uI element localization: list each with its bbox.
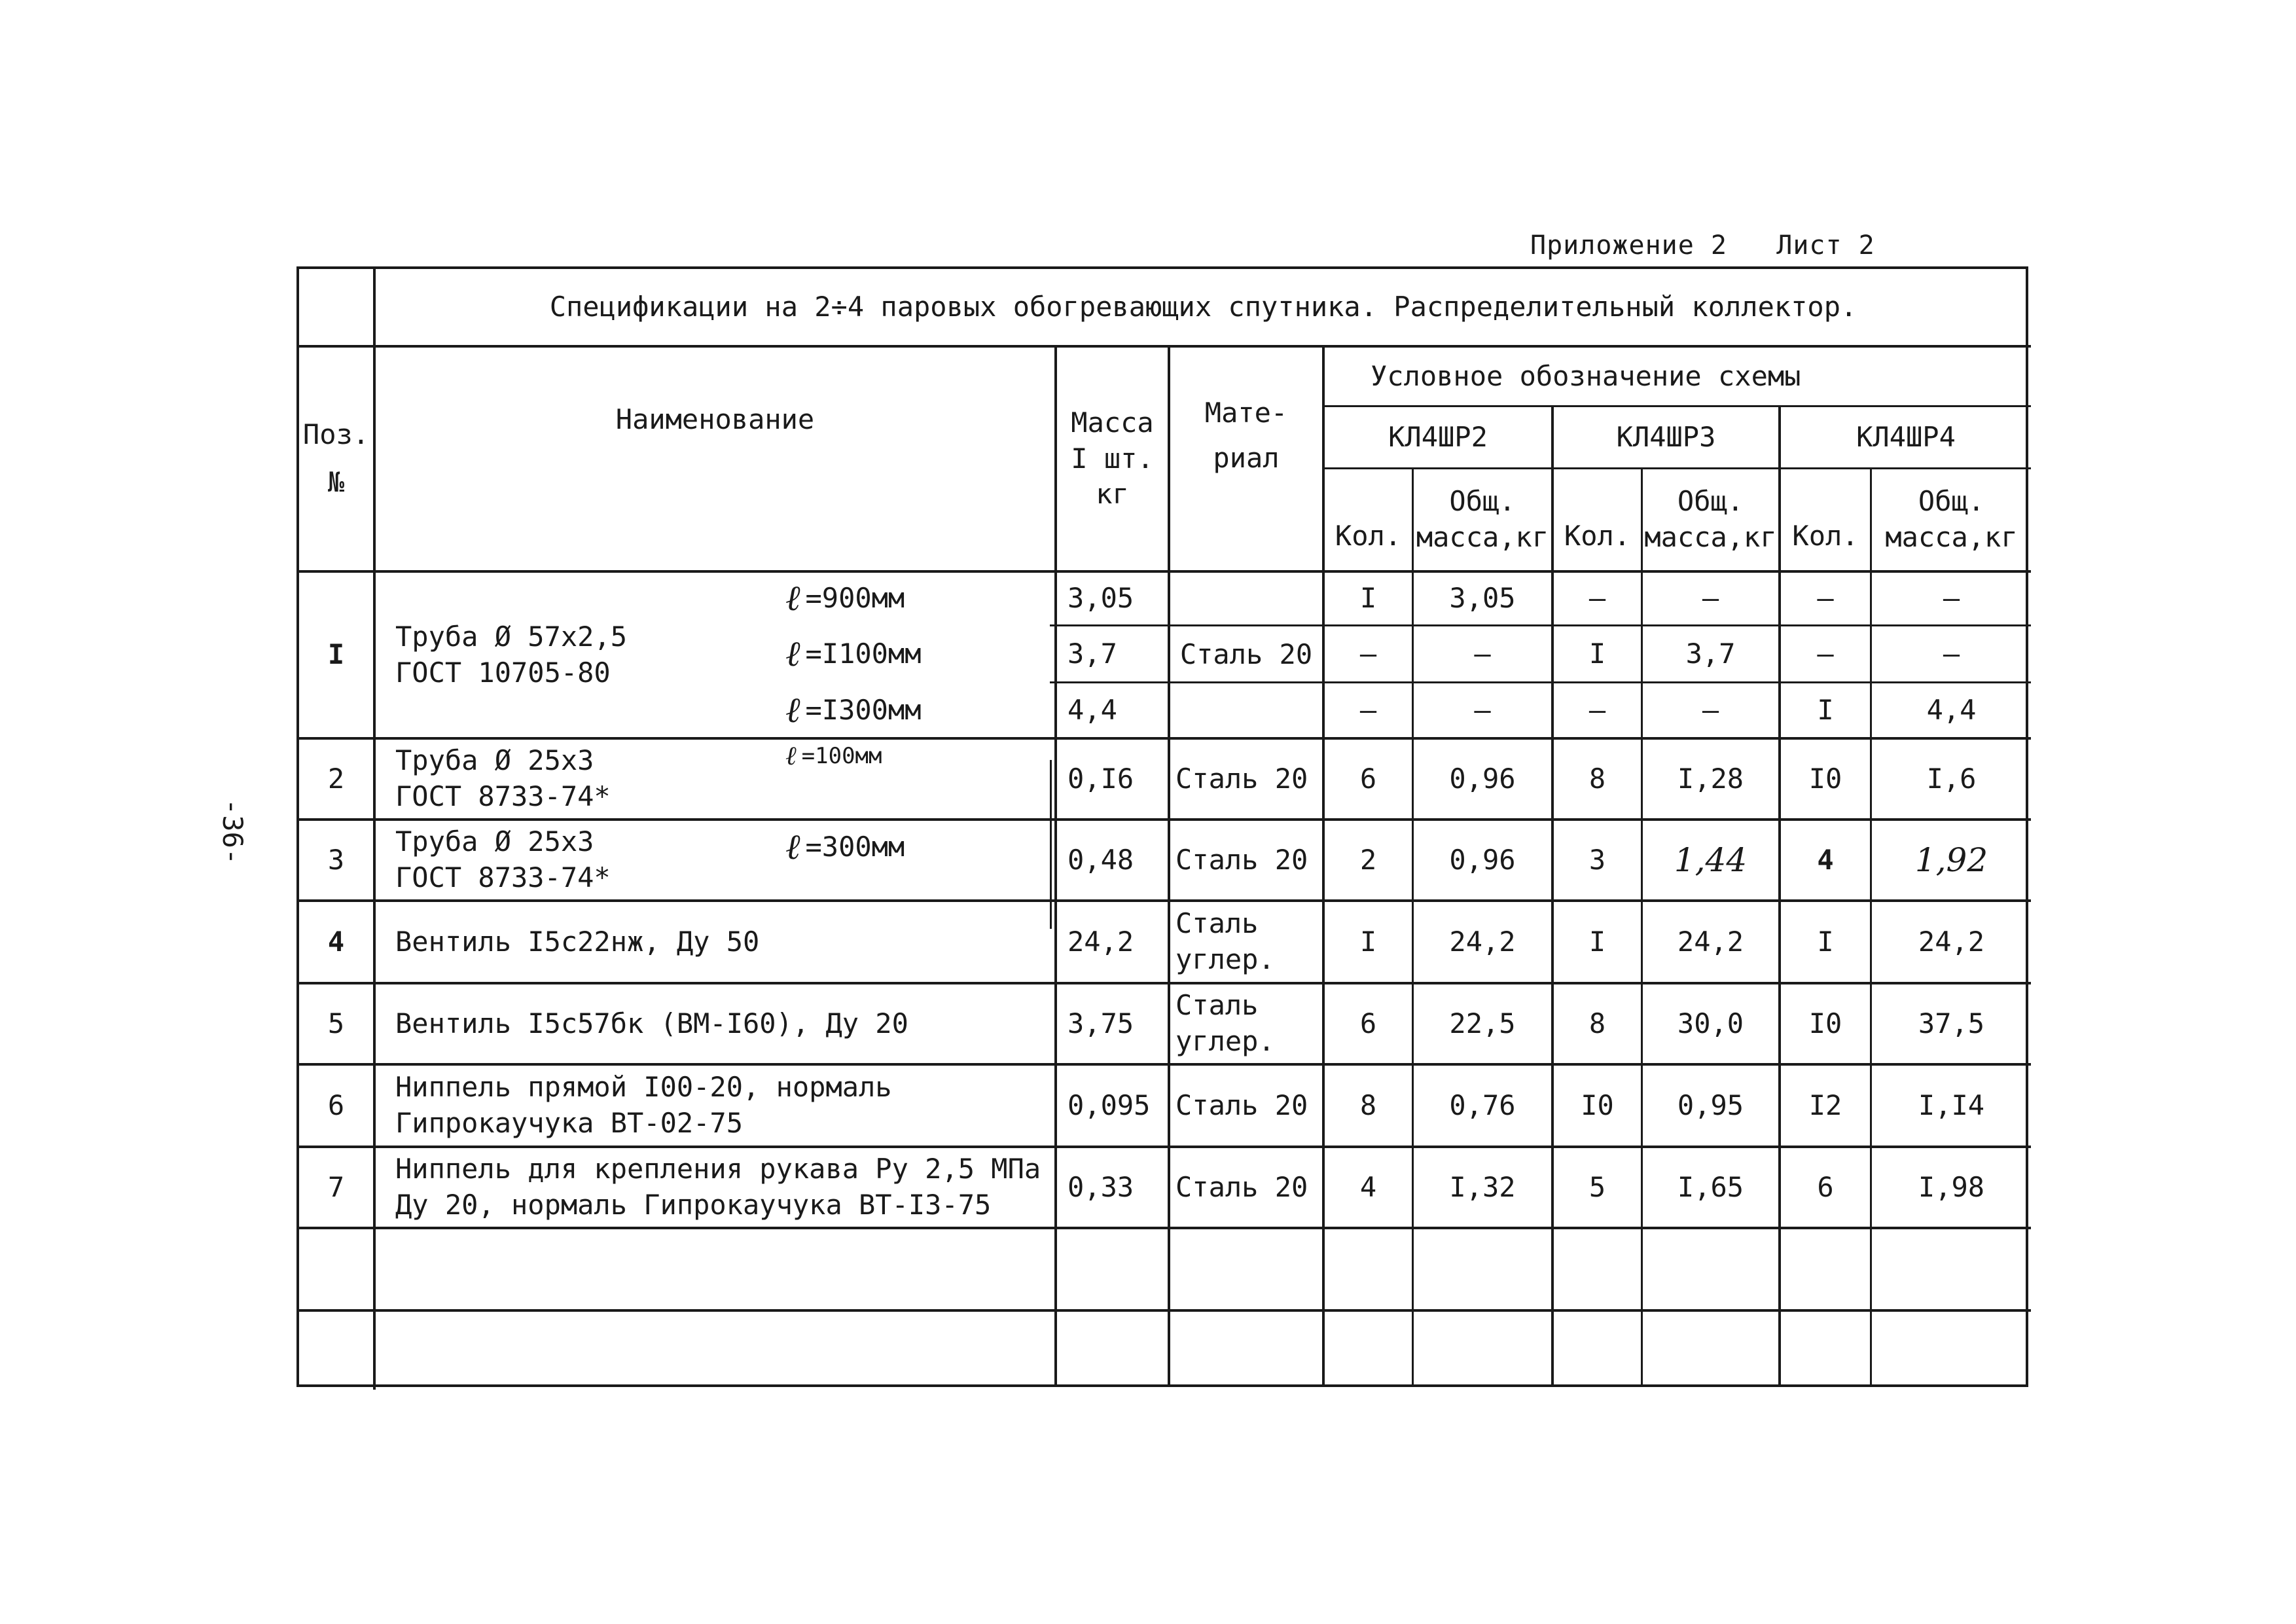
header-scheme: Условное обозначение схемы bbox=[1371, 359, 1801, 392]
row5-total-2: 30,0 bbox=[1677, 1007, 1744, 1039]
header-num-label: № bbox=[327, 466, 345, 498]
row1a-qty-1: I bbox=[1359, 582, 1377, 615]
row6-name bbox=[376, 1066, 1054, 1146]
row1b-total-3: – bbox=[1943, 637, 1960, 670]
row6-total-1: 0,76 bbox=[1449, 1089, 1516, 1121]
header-total-1 bbox=[1414, 469, 1551, 570]
row1-name-line2: ГОСТ 10705-80 bbox=[395, 656, 611, 689]
row5-qty-1: 6 bbox=[1359, 1007, 1377, 1039]
header-mass-line1: Масса bbox=[1071, 406, 1154, 439]
header-pos-label: Поз. bbox=[302, 418, 370, 451]
row4-mass: 24,2 bbox=[1067, 925, 1134, 958]
row6-total-3: I,I4 bbox=[1918, 1089, 1985, 1121]
row2-total-1: 0,96 bbox=[1449, 762, 1516, 795]
annex-label: Приложение 2 bbox=[1530, 230, 1727, 261]
row2-qty-1: 6 bbox=[1359, 762, 1377, 795]
row4-total-1: 24,2 bbox=[1449, 925, 1516, 958]
header-pos bbox=[299, 348, 373, 570]
page-number: -36- bbox=[217, 799, 249, 865]
row1a-mass: 3,05 bbox=[1067, 582, 1134, 615]
header-total-1-line2: масса,кг bbox=[1416, 521, 1549, 553]
row1b-qty-2: I bbox=[1588, 637, 1606, 670]
row2-qty-3: I0 bbox=[1808, 762, 1842, 795]
row3-total-3: 1,92 bbox=[1914, 840, 1988, 879]
row6-qty-3: I2 bbox=[1808, 1089, 1842, 1121]
annex-note bbox=[1530, 230, 1875, 261]
empty-row-8 bbox=[299, 1229, 2031, 1309]
row4-total-3: 24,2 bbox=[1918, 925, 1985, 958]
row6-name-line2: Гипрокаучука ВТ-02-75 bbox=[395, 1107, 744, 1139]
row4-name: Вентиль I5с22нж, Ду 50 bbox=[395, 925, 760, 958]
row5-total-1: 22,5 bbox=[1449, 1007, 1516, 1039]
row5-qty-3: I0 bbox=[1808, 1007, 1842, 1039]
length-symbol-icon: ℓ bbox=[785, 741, 797, 771]
header-qty-1: Кол. bbox=[1335, 519, 1402, 552]
row4-qty-2: I bbox=[1588, 925, 1606, 958]
row3-name-line2: ГОСТ 8733-74* bbox=[395, 861, 611, 893]
row2-name-line2: ГОСТ 8733-74* bbox=[395, 780, 611, 812]
row4-material-line1: Сталь bbox=[1175, 907, 1259, 940]
row2-qty-2: 8 bbox=[1588, 762, 1606, 795]
row7-total-2: I,65 bbox=[1677, 1170, 1744, 1203]
row4-pos: 4 bbox=[327, 925, 345, 958]
row3-name bbox=[376, 821, 742, 899]
row1-material: Сталь 20 bbox=[1179, 638, 1313, 671]
row1c-mass: 4,4 bbox=[1067, 693, 1117, 726]
row1c-length-cell bbox=[762, 683, 1050, 737]
header-scheme-3: КЛ4ШР4 bbox=[1856, 420, 1956, 453]
row5-mass: 3,75 bbox=[1067, 1007, 1134, 1039]
header-total-2-line1: Общ. bbox=[1677, 485, 1744, 518]
row1b-length-value: =I100мм bbox=[805, 637, 922, 670]
row7-qty-2: 5 bbox=[1588, 1170, 1606, 1203]
row3-length-cell bbox=[762, 821, 1050, 873]
length-symbol-icon: ℓ bbox=[785, 825, 800, 867]
row5-name: Вентиль I5с57бк (ВМ-I60), Ду 20 bbox=[395, 1007, 908, 1039]
row1b-length-cell bbox=[762, 626, 1050, 681]
empty-row-9 bbox=[299, 1312, 2031, 1387]
header-mass bbox=[1057, 348, 1168, 570]
row5-qty-2: 8 bbox=[1588, 1007, 1606, 1039]
header-material-line1: Мате- bbox=[1204, 397, 1288, 429]
row3-total-1: 0,96 bbox=[1449, 843, 1516, 876]
row1-pos: I bbox=[327, 638, 345, 671]
row2-length-value: =100мм bbox=[801, 742, 882, 769]
row2-mass: 0,I6 bbox=[1067, 762, 1134, 795]
row1c-length-value: =I300мм bbox=[805, 693, 922, 726]
length-symbol-icon: ℓ bbox=[785, 577, 800, 619]
row7-mass: 0,33 bbox=[1067, 1170, 1134, 1203]
header-total-2-line2: масса,кг bbox=[1644, 521, 1777, 553]
row7-material: Сталь 20 bbox=[1175, 1170, 1308, 1203]
header-total-2 bbox=[1643, 469, 1778, 570]
row6-material: Сталь 20 bbox=[1175, 1089, 1308, 1121]
row1c-total-3: 4,4 bbox=[1926, 693, 1977, 726]
row7-total-3: I,98 bbox=[1918, 1170, 1985, 1203]
header-total-3-line2: масса,кг bbox=[1885, 521, 2018, 553]
row5-material-line1: Сталь bbox=[1175, 989, 1259, 1022]
row1b-total-2: 3,7 bbox=[1685, 637, 1736, 670]
header-mass-line2: I шт. bbox=[1071, 442, 1154, 475]
row3-name-line1: Труба Ø 25х3 bbox=[395, 825, 594, 858]
row7-name-line2: Ду 20, нормаль Гипрокаучука ВТ-I3-75 bbox=[395, 1189, 992, 1221]
row1b-total-1: – bbox=[1474, 637, 1491, 670]
row6-qty-2: I0 bbox=[1581, 1089, 1614, 1121]
row4-qty-3: I bbox=[1817, 925, 1834, 958]
row2-material: Сталь 20 bbox=[1175, 762, 1308, 795]
row1a-total-2: – bbox=[1702, 582, 1719, 615]
row3-material: Сталь 20 bbox=[1175, 843, 1308, 876]
header-name: Наименование bbox=[615, 403, 815, 435]
row1a-qty-2: – bbox=[1588, 582, 1606, 615]
row6-qty-1: 8 bbox=[1359, 1089, 1377, 1121]
row4-qty-1: I bbox=[1359, 925, 1377, 958]
row2-total-3: I,6 bbox=[1926, 762, 1977, 795]
sheet-label: Лист 2 bbox=[1776, 230, 1875, 261]
row1b-mass: 3,7 bbox=[1067, 637, 1117, 670]
row7-pos: 7 bbox=[327, 1170, 345, 1203]
row1a-length-cell bbox=[762, 573, 1050, 624]
row3-pos: 3 bbox=[327, 843, 345, 876]
row3-mass: 0,48 bbox=[1067, 843, 1134, 876]
row2-name-line1: Труба Ø 25х3 bbox=[395, 744, 594, 777]
row3-qty-2: 3 bbox=[1588, 843, 1606, 876]
row1b-qty-3: – bbox=[1817, 637, 1834, 670]
row3-qty-3: 4 bbox=[1817, 843, 1834, 876]
row3-length-value: =300мм bbox=[805, 830, 905, 863]
row1a-qty-3: – bbox=[1817, 582, 1834, 615]
row2-length-cell bbox=[762, 740, 1050, 772]
header-qty-3: Кол. bbox=[1792, 519, 1859, 552]
row7-total-1: I,32 bbox=[1449, 1170, 1516, 1203]
row5-material bbox=[1170, 984, 1322, 1063]
row6-mass: 0,095 bbox=[1067, 1089, 1151, 1121]
row7-qty-1: 4 bbox=[1359, 1170, 1377, 1203]
row1b-qty-1: – bbox=[1359, 637, 1377, 670]
row5-material-line2: углер. bbox=[1175, 1025, 1275, 1057]
row1a-total-3: – bbox=[1943, 582, 1960, 615]
row6-pos: 6 bbox=[327, 1089, 345, 1121]
row4-material bbox=[1170, 902, 1322, 982]
header-mass-line3: кг bbox=[1096, 478, 1129, 511]
row1c-qty-3: I bbox=[1817, 693, 1834, 726]
header-total-1-line1: Общ. bbox=[1449, 485, 1516, 518]
row2-pos: 2 bbox=[327, 762, 345, 795]
length-symbol-icon: ℓ bbox=[785, 689, 800, 731]
row2-total-2: I,28 bbox=[1677, 762, 1744, 795]
length-symbol-icon: ℓ bbox=[785, 632, 800, 674]
row1c-total-1: – bbox=[1474, 693, 1491, 726]
row1c-qty-2: – bbox=[1588, 693, 1606, 726]
row7-name-line1: Ниппель для крепления рукава Ру 2,5 МПа bbox=[395, 1153, 1041, 1185]
row1a-total-1: 3,05 bbox=[1449, 582, 1516, 615]
header-total-3-line1: Общ. bbox=[1918, 485, 1985, 518]
row3-total-2: 1,44 bbox=[1674, 840, 1748, 879]
row7-qty-3: 6 bbox=[1817, 1170, 1834, 1203]
row5-total-3: 37,5 bbox=[1918, 1007, 1985, 1039]
header-scheme-1: КЛ4ШР2 bbox=[1388, 420, 1488, 453]
header-material-line2: риал bbox=[1213, 442, 1280, 474]
row3-qty-1: 2 bbox=[1359, 843, 1377, 876]
row1c-qty-1: – bbox=[1359, 693, 1377, 726]
row1a-length-value: =900мм bbox=[805, 582, 905, 615]
row7-name bbox=[376, 1148, 1054, 1227]
table-title: Спецификации на 2÷4 паровых обогревающих спутника. Распределительный коллектор. bbox=[549, 290, 1857, 323]
row6-total-2: 0,95 bbox=[1677, 1089, 1744, 1121]
row1-name-line1: Труба Ø 57х2,5 bbox=[395, 620, 628, 653]
header-scheme-2: КЛ4ШР3 bbox=[1616, 420, 1716, 453]
header-total-3 bbox=[1872, 469, 2031, 570]
header-qty-2: Кол. bbox=[1564, 519, 1631, 552]
row4-material-line2: углер. bbox=[1175, 943, 1275, 975]
row4-total-2: 24,2 bbox=[1677, 925, 1744, 958]
specification-table bbox=[296, 266, 2028, 1387]
row1c-total-2: – bbox=[1702, 693, 1719, 726]
row5-pos: 5 bbox=[327, 1007, 345, 1039]
header-material bbox=[1170, 348, 1322, 524]
row6-name-line1: Ниппель прямой I00-20, нормаль bbox=[395, 1071, 892, 1104]
